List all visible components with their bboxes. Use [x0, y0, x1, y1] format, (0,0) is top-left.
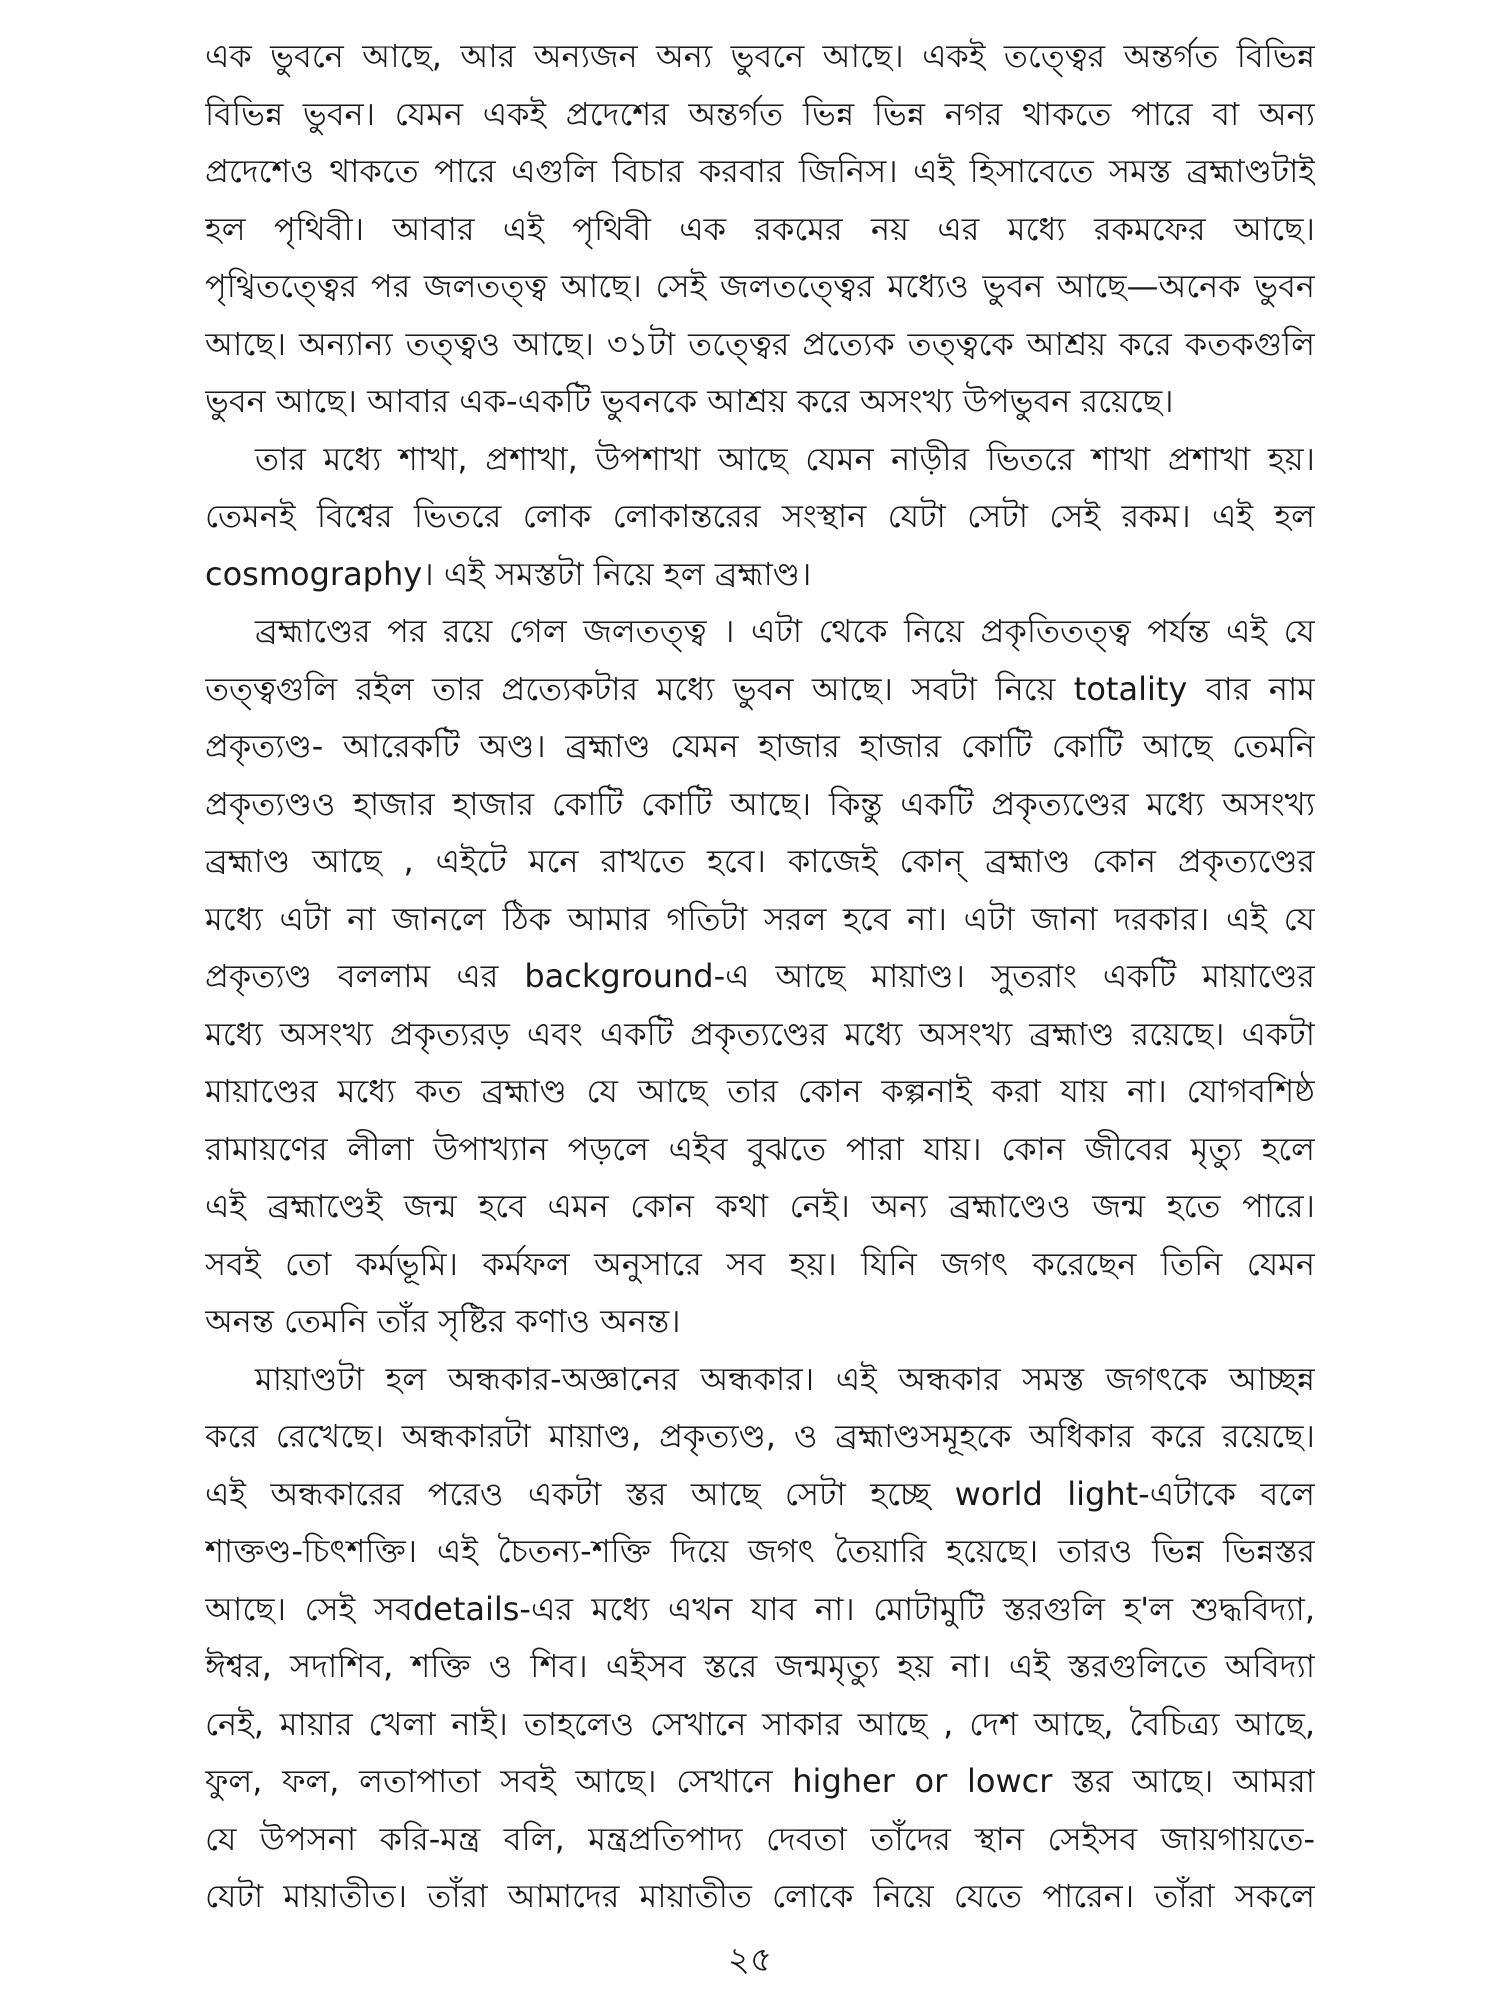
text-line: ফুল, ফল, লতাপাতা সবই আছে। সেখানে higher or lowcr স্তর আছে। আমরা	[205, 1762, 1315, 1800]
text-line: প্রকৃত্যণ্ডও হাজার হাজার কোটি কোটি আছে। কিন্তু একটি প্রকৃত্যণ্ডের মধ্যে অসংখ্য	[205, 784, 1315, 823]
text-line: তত্ত্বগুলি রইল তার প্রত্যেকটার মধ্যে ভুবন আছে। সবটা নিয়ে totality বার নাম	[205, 669, 1315, 708]
text-line: হল পৃথিবী। আবার এই পৃথিবী এক রকমের নয় এর মধ্যে রকমফের আছে।	[205, 209, 1315, 248]
text-line: যেটা মায়াতীত। তাঁরা আমাদের মায়াতীত লোকে নিয়ে যেতে পারেন। তাঁরা সকলে	[205, 1877, 1315, 1915]
text-line: বিভিন্ন ভুবন। যেমন একই প্রদেশের অন্তর্গত ভিন্ন ভিন্ন নগর থাকতে পারে বা অন্য	[205, 94, 1315, 133]
text-line: ব্রহ্মাণ্ডের পর রয়ে গেল জলতত্ত্ব । এটা থেকে নিয়ে প্রকৃতিতত্ত্ব পর্যন্ত এই যে	[255, 612, 1315, 650]
text-line: মধ্যে অসংখ্য প্রকৃত্যরড় এবং একটি প্রকৃত্যণ্ডের মধ্যে অসংখ্য ব্রহ্মাণ্ড রয়েছে। একটা	[205, 1014, 1315, 1053]
text-line: সবই তো কর্মভূমি। কর্মফল অনুসারে সব হয়। যিনি জগৎ করেছেন তিনি যেমন	[205, 1244, 1315, 1283]
text-line: মধ্যে এটা না জানলে ঠিক আমার গতিটা সরল হবে না। এটা জানা দরকার। এই যে	[205, 899, 1315, 938]
text-line: cosmography। এই সমস্তটা নিয়ে হল ব্রহ্মাণ্ড।	[205, 554, 812, 593]
text-line: প্রদেশেও থাকতে পারে এগুলি বিচার করবার জিনিস। এই হিসাবেতে সমস্ত ব্রহ্মাণ্ডটাই	[205, 152, 1315, 190]
text-line: আছে। অন্যান্য তত্ত্বও আছে। ৩১টা তত্ত্বের প্রত্যেক তত্ত্বকে আশ্রয় করে কতকগুলি	[205, 324, 1315, 363]
page-number: ২৫	[727, 1940, 773, 1980]
text-line: অনন্ত তেমনি তাঁর সৃষ্টির কণাও অনন্ত।	[205, 1302, 681, 1340]
text-line: করে রেখেছে। অন্ধকারটা মায়াণ্ড, প্রকৃত্যণ্ড, ও ব্রহ্মাণ্ডসমূহকে অধিকার করে রয়েছে।	[205, 1417, 1315, 1455]
text-line: মায়াণ্ডটা হল অন্ধকার-অজ্ঞানের অন্ধকার। এই অন্ধকার সমস্ত জগৎকে আচ্ছন্ন	[255, 1359, 1315, 1398]
text-line: শাক্তণ্ড-চিৎশক্তি। এই চৈতন্য-শক্তি দিয়ে জগৎ তৈয়ারি হয়েছে। তারও ভিন্ন ভিন্নস্তর	[205, 1532, 1315, 1570]
text-line: প্রকৃত্যণ্ড- আরেকটি অণ্ড। ব্রহ্মাণ্ড যেমন হাজার হাজার কোটি কোটি আছে তেমনি	[205, 727, 1315, 765]
text-line: এই অন্ধকারের পরেও একটা স্তর আছে সেটা হচ্ছে world light-এটাকে বলে	[205, 1474, 1315, 1513]
text-line: যে উপসনা করি-মন্ত্র বলি, মন্ত্রপ্রতিপাদ্য দেবতা তাঁদের স্থান সেইসব জায়গায়তে-	[205, 1819, 1315, 1858]
page-body	[205, 28, 1315, 1926]
text-line: ঈশ্বর, সদাশিব, শক্তি ও শিব। এইসব স্তরে জন্মমৃত্যু হয় না। এই স্তরগুলিতে অবিদ্যা	[205, 1647, 1315, 1685]
text-line: ভুবন আছে। আবার এক-একটি ভুবনকে আশ্রয় করে অসংখ্য উপভুবন রয়েছে।	[205, 382, 1174, 420]
text-line: প্রকৃত্যণ্ড বললাম এর background-এ আছে মায়াণ্ড। সুতরাং একটি মায়াণ্ডের	[205, 957, 1315, 995]
text-line: তেমনই বিশ্বের ভিতরে লোক লোকান্তরের সংস্থান যেটা সেটা সেই রকম। এই হল	[205, 497, 1315, 535]
text-line: মায়াণ্ডের মধ্যে কত ব্রহ্মাণ্ড যে আছে তার কোন কল্পনাই করা যায় না। যোগবশিষ্ঠ	[205, 1072, 1315, 1110]
text-line: রামায়ণের লীলা উপাখ্যান পড়লে এইব বুঝতে পারা যায়। কোন জীবের মৃত্যু হলে	[205, 1129, 1315, 1168]
text-line: নেই, মায়ার খেলা নাই। তাহলেও সেখানে সাকার আছে , দেশ আছে, বৈচিত্র্য আছে,	[205, 1704, 1315, 1743]
text-line: তার মধ্যে শাখা, প্রশাখা, উপশাখা আছে যেমন নাড়ীর ভিতরে শাখা প্রশাখা হয়।	[255, 439, 1315, 478]
text-line: পৃথ্বিতত্ত্বের পর জলতত্ত্ব আছে। সেই জলতত্ত্বের মধ্যেও ভুবন আছে—অনেক ভুবন	[205, 267, 1315, 305]
text-line: এই ব্রহ্মাণ্ডেই জন্ম হবে এমন কোন কথা নেই। অন্য ব্রহ্মাণ্ডেও জন্ম হতে পারে।	[205, 1187, 1315, 1225]
text-line: আছে। সেই সবdetails-এর মধ্যে এখন যাব না। মোটামুটি স্তরগুলি হ'ল শুদ্ধবিদ্যা,	[205, 1589, 1315, 1628]
text-line: এক ভুবনে আছে, আর অন্যজন অন্য ভুবনে আছে। একই তত্ত্বের অন্তর্গত বিভিন্ন	[205, 37, 1315, 75]
text-line: ব্রহ্মাণ্ড আছে , এইটে মনে রাখতে হবে। কাজেই কোন্ ব্রহ্মাণ্ড কোন প্রকৃত্যণ্ডের	[205, 842, 1315, 880]
